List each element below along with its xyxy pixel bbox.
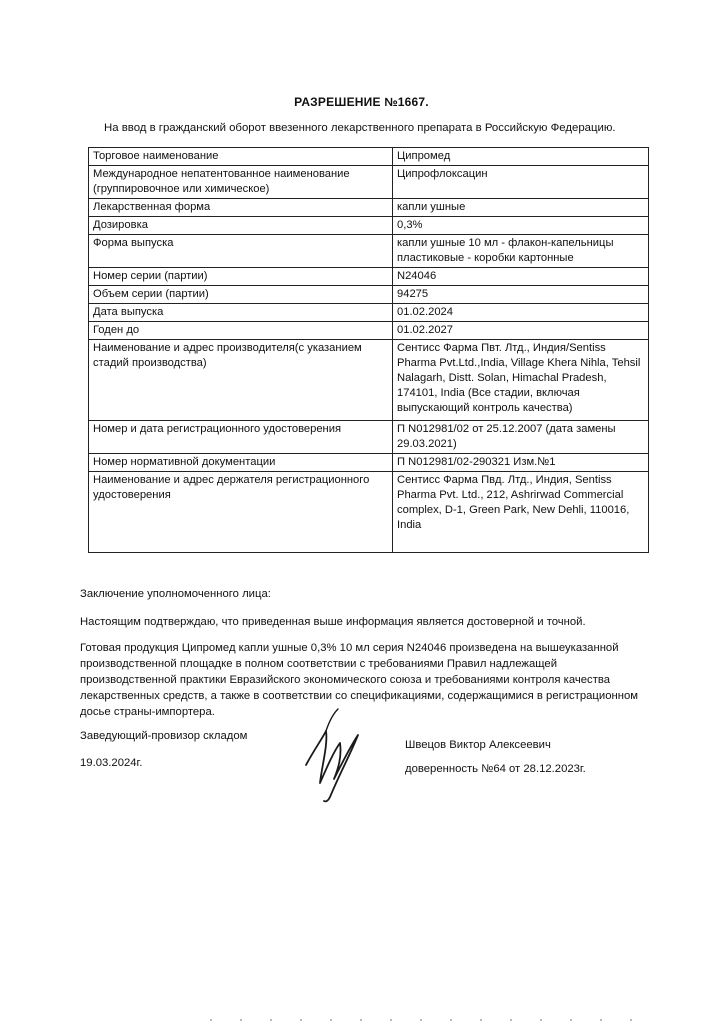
table-row (89, 340, 649, 421)
drug-info-table (88, 147, 649, 553)
table-row (89, 148, 649, 166)
table-row (89, 286, 649, 304)
row-key: Наименование и адрес держателя регистрационного удостоверения (89, 472, 393, 553)
row-value: Ципромед (393, 148, 649, 166)
row-key: Международное непатентованное наименование (группировочное или химическое) (89, 166, 393, 199)
row-key: Дозировка (89, 217, 393, 235)
table-row (89, 421, 649, 454)
row-key: Объем серии (партии) (89, 286, 393, 304)
row-value: 94275 (393, 286, 649, 304)
handwritten-signature (300, 705, 370, 805)
row-key: Номер серии (партии) (89, 268, 393, 286)
row-value: 01.02.2024 (393, 304, 649, 322)
row-value: 0,3% (393, 217, 649, 235)
power-of-attorney: доверенность №64 от 28.12.2023г. (405, 763, 586, 775)
table-row (89, 235, 649, 268)
row-value: Ципрофлоксацин (393, 166, 649, 199)
signer-position: Заведующий-провизор складом (80, 730, 248, 742)
document-title: РАЗРЕШЕНИЕ №1667. (294, 95, 429, 109)
row-value: капли ушные 10 мл - флакон-капельницы пластиковые - коробки картонные (393, 235, 649, 268)
signer-name: Швецов Виктор Алексеевич (405, 739, 551, 751)
row-value: N24046 (393, 268, 649, 286)
row-value: П N012981/02-290321 Изм.№1 (393, 454, 649, 472)
signature-date: 19.03.2024г. (80, 757, 143, 769)
row-value: капли ушные (393, 199, 649, 217)
row-key: Номер нормативной документации (89, 454, 393, 472)
table-row (89, 472, 649, 553)
table-row (89, 322, 649, 340)
scan-edge-marks (0, 1016, 723, 1024)
row-key: Наименование и адрес производителя(с указанием стадий производства) (89, 340, 393, 421)
document-subtitle: На ввод в гражданский оборот ввезенного лекарственного препарата в Российскую Федерацию. (104, 122, 616, 134)
product-statement: Готовая продукция Ципромед капли ушные 0,3% 10 мл серия N24046 произведена на вышеуказанной производственной площадке в полном соответствии с требованиями Правил надлежащей производственной практики Евразийского экономического союза и требованиями контроля качества лекарственных средств, а также в соответствии со спецификациями, содержащимися в регистрационном досье страны-импортера. (80, 642, 639, 718)
table-row (89, 166, 649, 199)
row-key: Лекарственная форма (89, 199, 393, 217)
row-key: Дата выпуска (89, 304, 393, 322)
row-value: 01.02.2027 (393, 322, 649, 340)
row-key: Номер и дата регистрационного удостоверения (89, 421, 393, 454)
row-key: Годен до (89, 322, 393, 340)
row-value: П N012981/02 от 25.12.2007 (дата замены 29.03.2021) (393, 421, 649, 454)
conclusion-label: Заключение уполномоченного лица: (80, 588, 271, 600)
row-value: Сентисс Фарма Пвд. Лтд., Индия, Sentiss Pharma Pvt. Ltd., 212, Ashrirwad Commercial complex, D-1, Green Park, New Dehli, 110016, India (393, 472, 649, 553)
row-key: Торговое наименование (89, 148, 393, 166)
table-row (89, 454, 649, 472)
row-value: Сентисс Фарма Пвт. Лтд., Индия/Sentiss Pharma Pvt.Ltd.,India, Village Khera Nihla, Tehsil Nalagarh, Distt. Solan, Himachal Pradesh, 174101, India (Все стадии, включая выпускающий контроль качества) (393, 340, 649, 421)
row-key: Форма выпуска (89, 235, 393, 268)
table-row (89, 268, 649, 286)
table-row (89, 217, 649, 235)
table-row (89, 199, 649, 217)
confirmation-text: Настоящим подтверждаю, что приведенная выше информация является достоверной и точной. (80, 616, 586, 628)
table-row (89, 304, 649, 322)
